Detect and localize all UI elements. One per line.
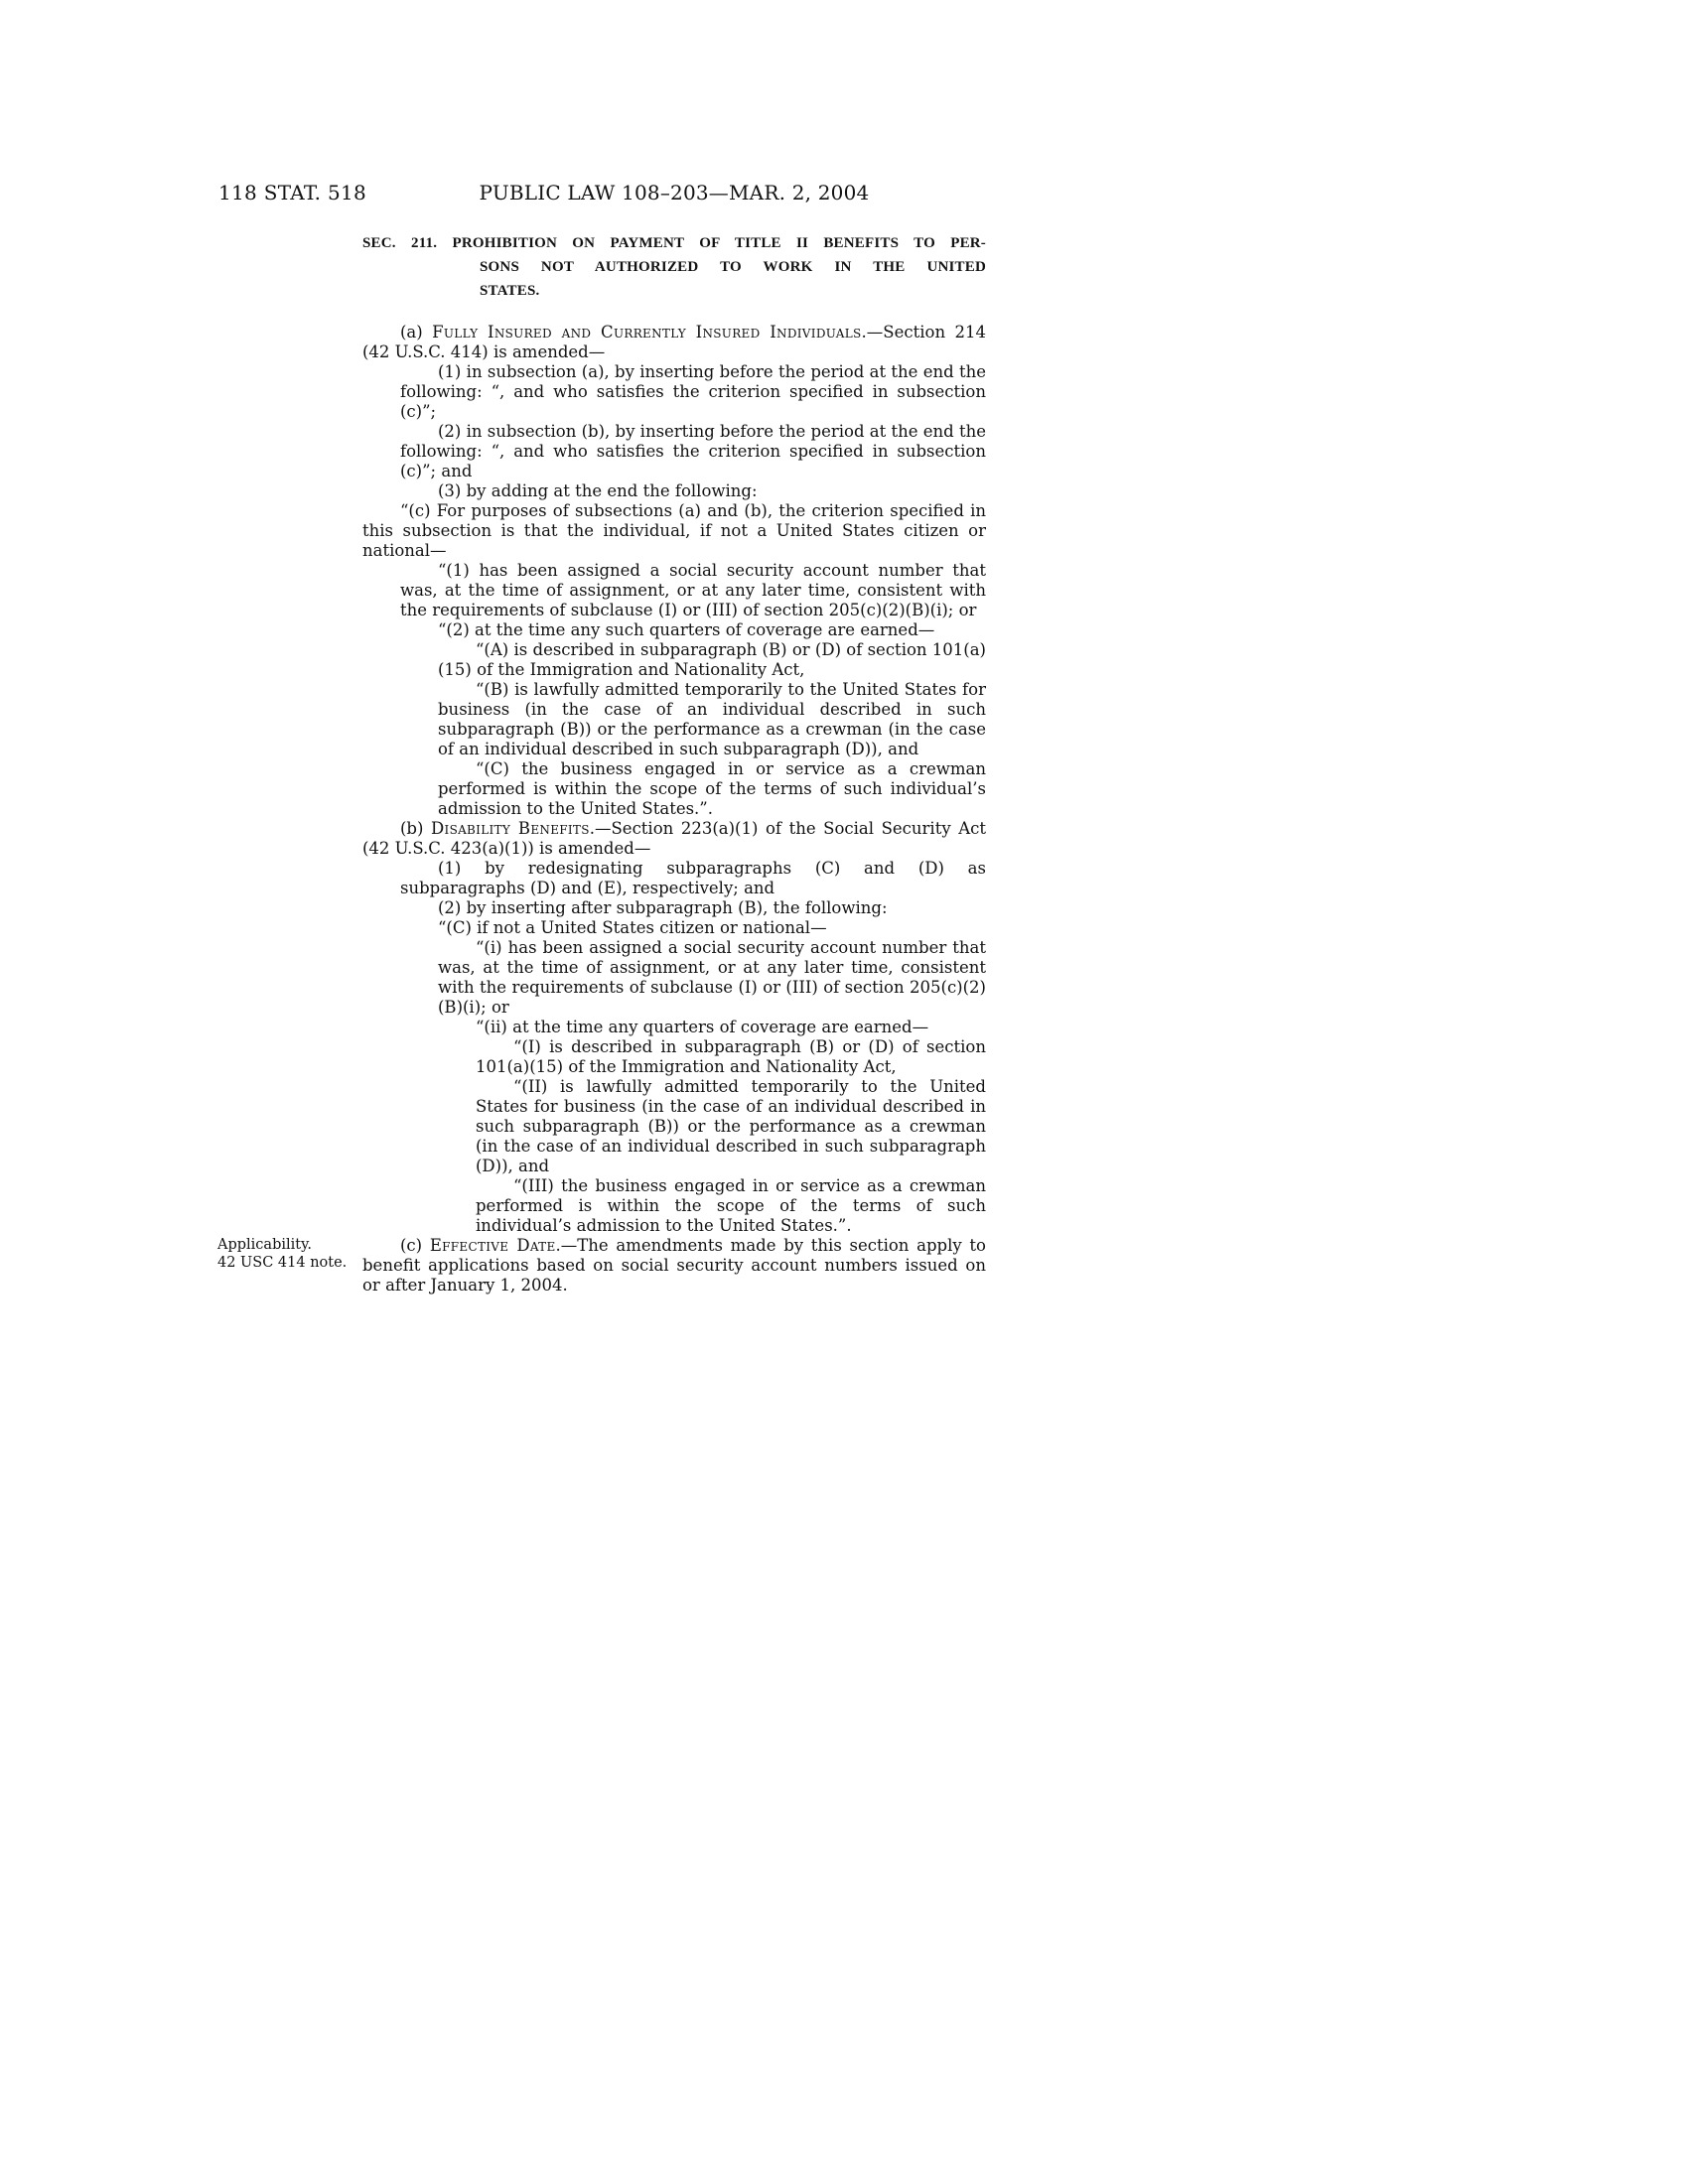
text-run: (1) in subsection (a), by inserting before the period at the end the following: “, and who satisfies the criterion specified in subsection (c)”; (400, 362, 986, 421)
text-run: “(C) the business engaged in or service as a crewman performed is within the scope of the terms of such individual’s admission to the United States.”. (438, 759, 986, 818)
paragraph (400, 561, 986, 620)
content-column (217, 231, 986, 1296)
text-run: “(C) if not a United States citizen or national— (438, 918, 827, 937)
margin-note (217, 1237, 356, 1272)
body-paragraphs (217, 323, 986, 1296)
paragraph (400, 422, 986, 481)
text-run: “(B) is lawfully admitted temporarily to the United States for business (in the case of an individual described in such subparagraph (B)) or the performance as a crewman (in the case of an individual described in such subparagraph (D)), and (438, 680, 986, 758)
section-heading-line: STATES. (480, 283, 540, 299)
text-run: (b) (400, 819, 431, 838)
text-run: (2) in subsection (b), by inserting before the period at the end the following: “, and who satisfies the criterion specified in subsection (c)”; and (400, 422, 986, 480)
text-run: “(I) is described in subparagraph (B) or (D) of section 101(a)(15) of the Immigration and Nationality Act, (476, 1037, 986, 1076)
margin-note-line: 42 USC 414 note. (217, 1254, 348, 1271)
text-run: (c) (400, 1236, 430, 1255)
margin-note-line: Applicability. (217, 1237, 312, 1253)
text-run: “(II) is lawfully admitted temporarily to the United States for business (in the case of an individual described in such subparagraph (B)) or the performance as a crewman (in the case of an individual described in such subparagraph (D)), and (476, 1077, 986, 1175)
text-run: “(III) the business engaged in or service as a crewman performed is within the scope of the terms of such individual’s admission to the United States.”. (476, 1176, 986, 1235)
section-heading-line: SEC. 211. PROHIBITION ON PAYMENT OF TITLE II BENEFITS TO PER- (362, 235, 986, 251)
text-run: .—Section 223(a)(1) of the Social Security Act (42 U.S.C. 423(a)(1)) is amended— (362, 819, 986, 858)
text-run: (a) (400, 323, 433, 341)
section-heading-line: SONS NOT AUTHORIZED TO WORK IN THE UNITED (480, 259, 986, 275)
paragraph (438, 1018, 986, 1037)
paragraph (362, 501, 986, 561)
text-run: “(c) For purposes of subsections (a) and (b), the criterion specified in this subsection is that the individual, if not a United States citizen or national— (362, 501, 986, 560)
paragraph (400, 898, 986, 918)
paragraph (476, 1077, 986, 1176)
paragraph (400, 620, 986, 640)
section-heading (362, 231, 986, 303)
paragraph (400, 481, 986, 501)
paragraph (438, 680, 986, 759)
text-run: “(1) has been assigned a social security account number that was, at the time of assignment, or at any later time, consistent with the requirements of subclause (I) or (III) of section 205(c)(2)(B)(i); or (400, 561, 986, 619)
page-stat-number: 118 STAT. 518 (218, 181, 367, 205)
paragraph (476, 1176, 986, 1236)
small-caps-text: Disability Benefits (431, 819, 590, 838)
text-run: .—Section 214 (42 U.S.C. 414) is amended— (362, 323, 986, 361)
text-run: “(i) has been assigned a social security account number that was, at the time of assignment, or at any later time, consistent with the requirements of subclause (I) or (III) of section 205(c)(2)(B)(i); or (438, 938, 986, 1017)
text-run: (2) by inserting after subparagraph (B), the following: (438, 898, 888, 917)
paragraph (400, 918, 986, 938)
small-caps-text: Effective Date (429, 1236, 556, 1255)
paragraph (438, 640, 986, 680)
paragraph (476, 1037, 986, 1077)
paragraph (362, 819, 986, 859)
page-law-title: PUBLIC LAW 108–203—MAR. 2, 2004 (479, 181, 870, 205)
text-run: (1) by redesignating subparagraphs (C) and (D) as subparagraphs (D) and (E), respectively; and (400, 859, 986, 897)
text-run: “(ii) at the time any quarters of coverage are earned— (476, 1018, 929, 1036)
text-run: “(2) at the time any such quarters of coverage are earned— (438, 620, 935, 639)
text-run: (3) by adding at the end the following: (438, 481, 758, 500)
paragraph (400, 859, 986, 898)
paragraph (438, 938, 986, 1018)
paragraph (362, 323, 986, 362)
paragraph (400, 362, 986, 422)
paragraph (438, 759, 986, 819)
text-run: “(A) is described in subparagraph (B) or (D) of section 101(a)(15) of the Immigration and Nationality Act, (438, 640, 986, 679)
small-caps-text: Fully Insured and Currently Insured Individuals (432, 323, 862, 341)
text-run: .—The amendments made by this section apply to benefit applications based on social security account numbers issued on or after January 1, 2004. (362, 1236, 986, 1295)
paragraph (217, 1236, 986, 1296)
